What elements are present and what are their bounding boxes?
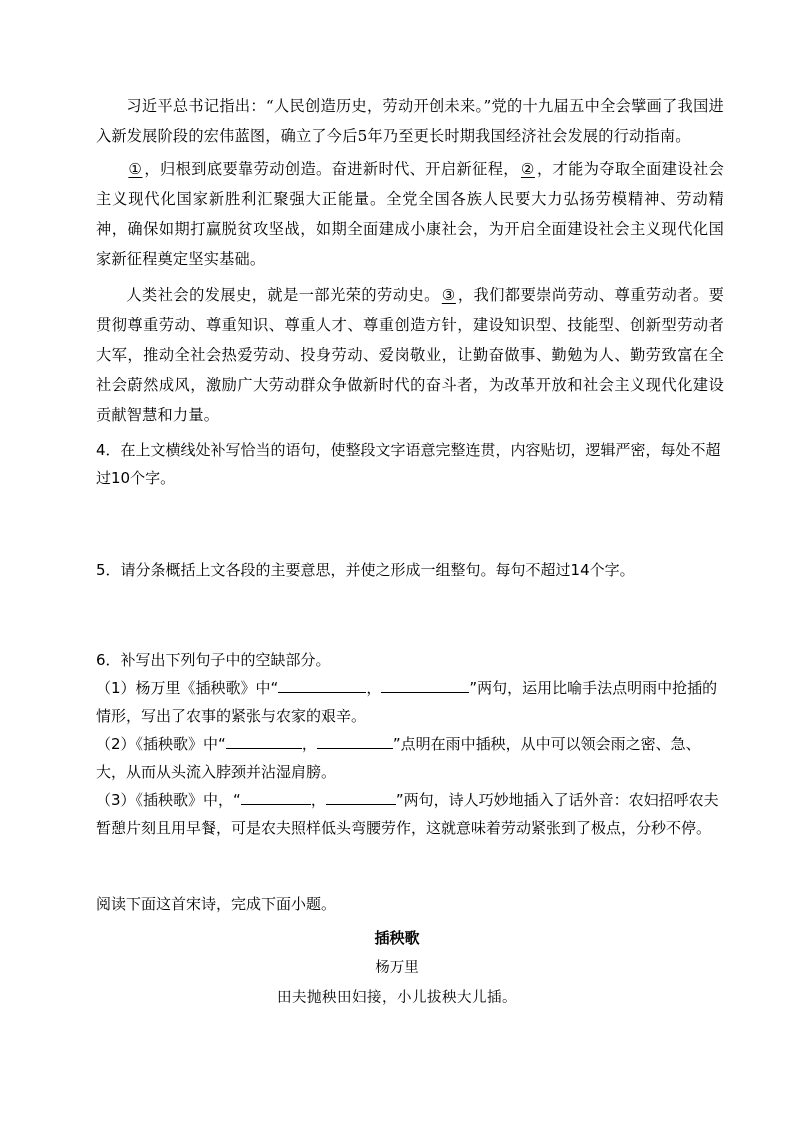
answer-line[interactable] xyxy=(226,732,302,749)
blank-2: ② xyxy=(520,160,535,178)
item-1-suffix: ”两句，运用比喻手法点明雨中抢插的情形，写出了农事的紧张与农家的艰辛。 xyxy=(96,679,718,725)
item-1-comma: ， xyxy=(366,679,382,697)
poem-line-1: 田夫抛秧田妇接，小儿拔秧大儿插。 xyxy=(277,990,517,1006)
item-3-prefix: （3）《插秧歌》中，“ xyxy=(96,791,241,809)
item-2-comma: ， xyxy=(301,735,317,753)
answer-line[interactable] xyxy=(241,788,311,805)
item-2-prefix: （2）《插秧歌》中“ xyxy=(96,735,226,753)
poem-title: 插秧歌 xyxy=(374,929,420,947)
answer-line[interactable] xyxy=(278,676,366,693)
question-6-item-1 xyxy=(96,674,724,730)
item-2-suffix: ”点明在雨中插秧，从中可以领会雨之密、急、大，从而从头流入脖颈并沾湿肩膀。 xyxy=(96,735,701,781)
answer-line[interactable] xyxy=(317,732,393,749)
question-6-item-3 xyxy=(96,786,724,842)
paragraph-3-text-b: ，我们都要崇尚劳动、尊重劳动者。要贯彻尊重劳动、尊重知识、尊重人才、尊重创造方针，建设知识型、技能型、创新型劳动者大军，推动全社会热爱劳动、投身劳动、爱岗敬业，让勤奋做事、勤勉为人、勤劳致富在全社会蔚然成风，激励广大劳动群众争做新时代的奋斗者，为改革开放和社会主义现代化建设贡献智慧和力量。 xyxy=(96,286,725,424)
reading-intro: 阅读下面这首宋诗，完成下面小题。 xyxy=(96,895,337,913)
item-3-suffix: ”两句，诗人巧妙地插入了话外音：农妇招呼农夫暂憩片刻且用早餐，可是农夫照样低头弯腰劳作，这就意味着劳动紧张到了极点，分秒不停。 xyxy=(96,791,719,837)
answer-line[interactable] xyxy=(326,788,396,805)
paragraph-3-text-a: 人类社会的发展史，就是一部光荣的劳动史。 xyxy=(126,286,440,304)
blank-3: ③ xyxy=(441,286,456,304)
question-6 xyxy=(96,646,724,842)
passage-paragraph-1: 习近平总书记指出：“人民创造历史，劳动开创未来。”党的十九届五中全会擘画了我国进入新发展阶段的宏伟蓝图，确立了今后5年乃至更长时期我国经济社会发展的行动指南。 xyxy=(96,97,724,145)
paragraph-2-text-b: ，才能为夺取全面建设社会主义现代化国家新胜利汇聚强大正能量。全党全国各族人民要大力弘扬劳模精神、劳动精神，确保如期打赢脱贫攻坚战，如期全面建成小康社会，为开启全面建设社会主义现代化国家新征程奠定坚实基础。 xyxy=(96,160,724,268)
poem-author: 杨万里 xyxy=(375,960,419,976)
passage-paragraph-3 xyxy=(96,280,724,430)
question-6-stem: 6．补写出下列句子中的空缺部分。 xyxy=(96,651,331,669)
answer-line[interactable] xyxy=(381,676,469,693)
blank-1: ① xyxy=(128,160,143,178)
passage-paragraph-2 xyxy=(96,154,724,274)
paragraph-2-text-a: ，归根到底要靠劳动创造。奋进新时代、开启新征程， xyxy=(144,160,519,178)
item-1-prefix: （1）杨万里《插秧歌》中“ xyxy=(96,679,279,697)
item-3-comma: ， xyxy=(310,791,326,809)
question-5: 5．请分条概括上文各段的主要意思，并使之形成一组整句。每句不超过14个字。 xyxy=(96,561,635,579)
question-6-item-2 xyxy=(96,730,724,786)
question-4: 4．在上文横线处补写恰当的语句，使整段文字语意完整连贯，内容贴切，逻辑严密，每处不超过10个字。 xyxy=(96,441,721,487)
